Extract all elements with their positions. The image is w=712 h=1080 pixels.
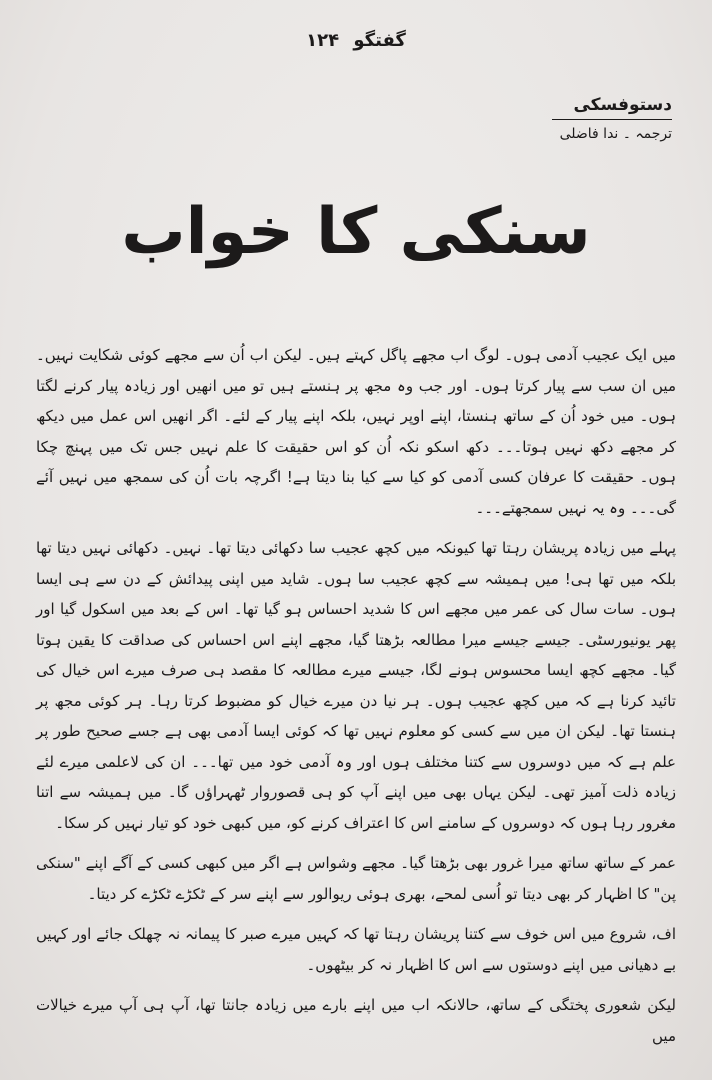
paragraph-4: اف، شروع میں اس خوف سے کتنا پریشان رہتا تھا کہ کہیں میرے صبر کا پیمانہ نہ چھلک جائے اور کہیں بے دھیانی میں اپنے دوستوں سے اس کا اظہار نہ کر بیٹھوں۔ — [36, 925, 676, 974]
paragraph-1: میں ایک عجیب آدمی ہوں۔ لوگ اب مجھے پاگل کہتے ہیں۔ لیکن اب اُن سے مجھے کوئی شکایت نہیں۔ میں ان سب سے پیار کرتا ہوں۔ اور جب وہ مجھ پر ہنستے ہیں تو میں انھیں اور زیادہ پیار کرنے لگتا ہوں۔ میں خود اُن کے ساتھ ہنستا، اپنے اوپر نہیں، بلکہ اپنے پیار کے لئے۔ اگر انھیں اس عمل میں دیکھ کر مجھے دکھ نہیں ہوتا۔۔۔ دکھ اسکو نکہ اُن کو اس حقیقت کا علم نہیں جس تک میں پہنچ چکا ہوں۔ حقیقت کا عرفان کسی آدمی کو کیا سے کیا بنا دیتا ہے! اگرچہ بات اُن کی سمجھ میں نہیں آئے گی۔۔۔ وہ یہ نہیں سمجھتے۔۔۔ — [36, 346, 676, 517]
page-number: ۱۲۴ — [306, 30, 340, 51]
author-block — [452, 95, 672, 142]
author-name: دستوفسکی — [552, 95, 672, 120]
paragraph-2: پہلے میں زیادہ پریشان رہتا تھا کیونکہ میں کچھ عجیب سا دکھائی دیتا تھا۔ نہیں۔ دکھائی نہیں دیتا تھا بلکہ میں تھا ہی! میں ہمیشہ سے کچھ عجیب سا ہوں۔ شاید میں اپنی پیدائش کے دن سے ہی ایسا ہوں۔ سات سال کی عمر میں مجھے اس کا شدید احساس ہو گیا تھا۔ اس کے بعد میں اسکول گیا اور پھر یونیورسٹی۔ جیسے جیسے میرا مطالعہ بڑھتا گیا، مجھے اپنے اس احساس کی صداقت کا یقین ہوتا گیا۔ مجھے کچھ ایسا محسوس ہونے لگا، جیسے میرے مطالعہ کا مقصد ہی صرف میرے اس خیال کی تائید کرنا ہے کہ میں کچھ عجیب ہوں۔ ہر نیا دن میرے خیال کو مضبوط کرتا رہا۔ ہر کوئی مجھ پر ہنستا تھا۔ لیکن ان میں سے کسی کو معلوم نہیں تھا کہ کوئی ایسا آدمی بھی ہے جسے صحیح طور پر علم ہے کہ میں دوسروں سے کتنا مختلف ہوں اور وہ آدمی خود میں تھا۔۔۔ ان کی لاعلمی میرے لئے زیادہ ذلت آمیز تھی۔ لیکن یہاں بھی میں اپنے آپ کو ہی قصوروار ٹھہراؤں گا۔ میں ہمیشہ سے اتنا مغرور رہا ہوں کہ دوسروں کے سامنے اس کا اعتراف کرنے کو، میں کبھی خود کو تیار نہیں کر سکا۔ — [36, 539, 676, 832]
story-title: سنکی کا خواب — [121, 195, 591, 269]
paragraph-3: عمر کے ساتھ ساتھ میرا غرور بھی بڑھتا گیا۔ مجھے وشواس ہے اگر میں کبھی کسی کے آگے اپنے "سنکی پن" کا اظہار کر بھی دیتا تو اُسی لمحے، بھری ہوئی ریوالور سے اپنے سر کے ٹکڑے ٹکڑے کر دیتا۔ — [36, 854, 676, 903]
magazine-name: گفتگو — [353, 30, 406, 51]
running-head — [0, 30, 712, 51]
paragraph-5: لیکن شعوری پختگی کے ساتھ، حالانکہ اب میں اپنے بارے میں زیادہ جانتا تھا، آپ ہی آپ میرے خیالات میں — [36, 996, 676, 1045]
translator-credit: ترجمہ ۔ ندا فاضلی — [559, 126, 672, 142]
story-body — [36, 340, 676, 1061]
